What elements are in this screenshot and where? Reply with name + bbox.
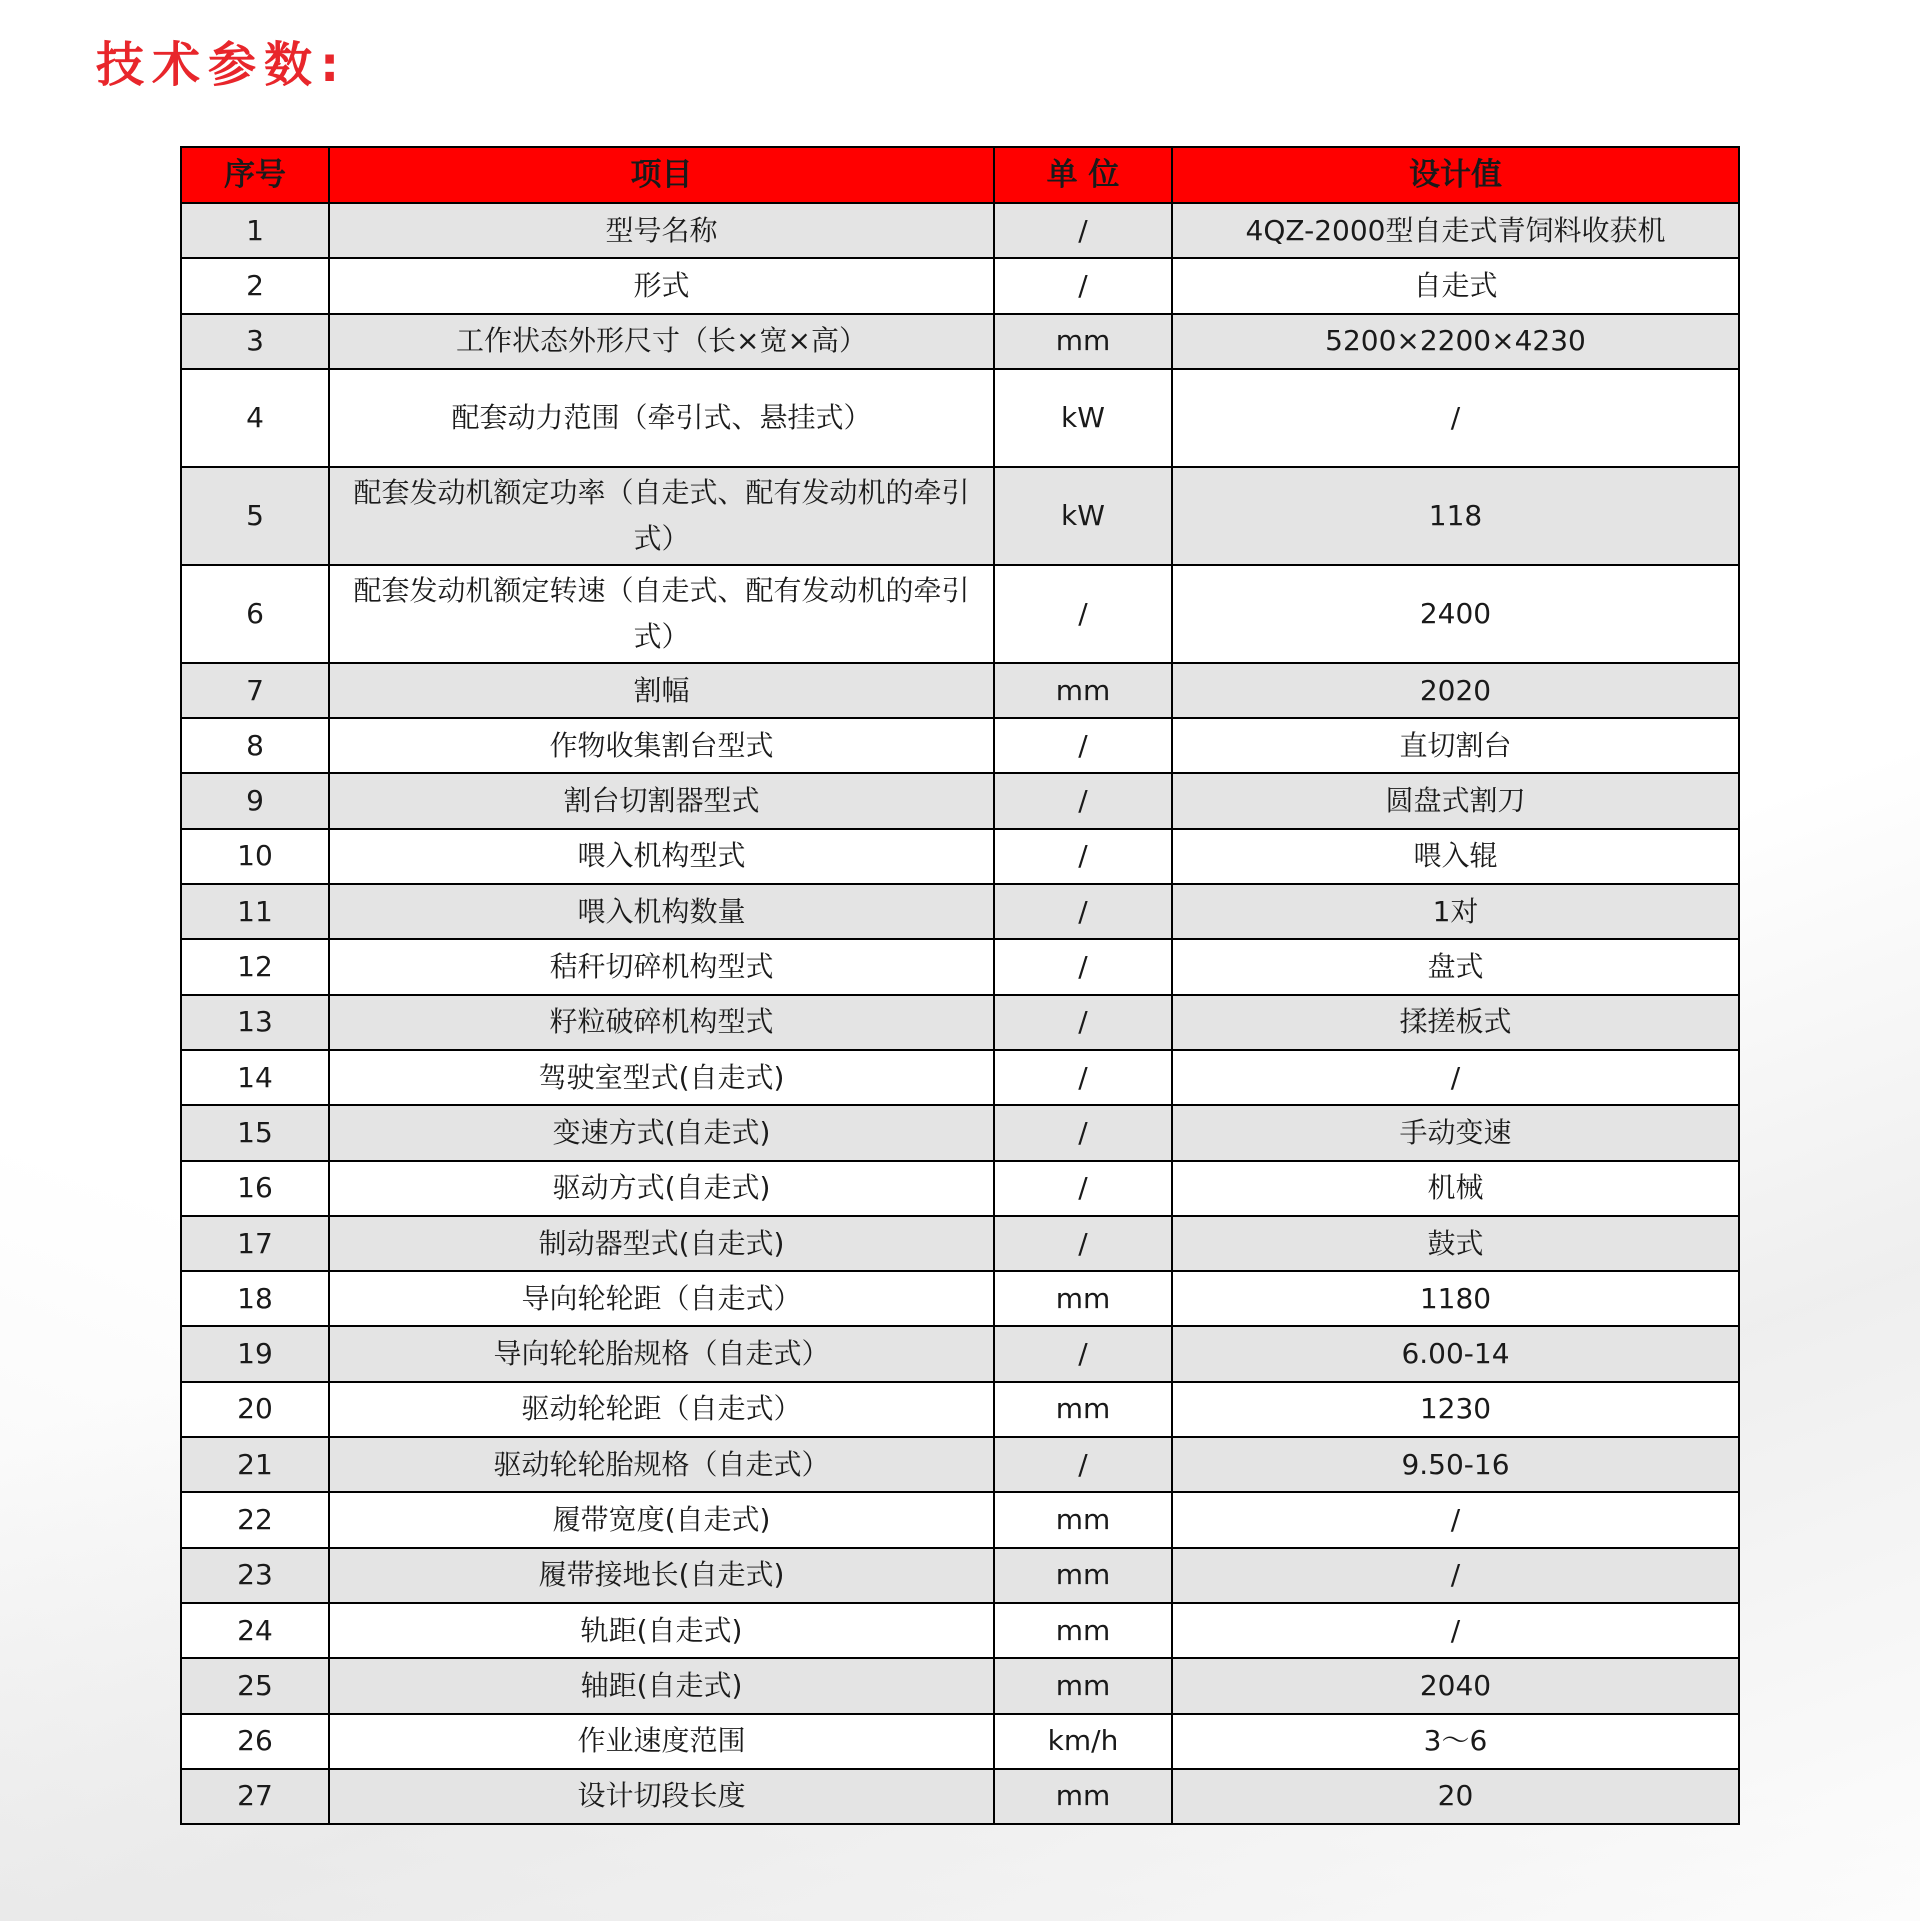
cell-unit: /	[994, 1161, 1172, 1216]
cell-unit: /	[994, 1437, 1172, 1492]
cell-unit: mm	[994, 1492, 1172, 1547]
cell-item: 驱动轮轮距（自走式）	[329, 1382, 994, 1437]
table-row	[181, 314, 1739, 369]
cell-unit: /	[994, 1105, 1172, 1160]
cell-unit: /	[994, 718, 1172, 773]
table-row	[181, 1714, 1739, 1769]
cell-number: 12	[181, 939, 329, 994]
table-row	[181, 369, 1739, 467]
table-row	[181, 1658, 1739, 1713]
cell-item: 工作状态外形尺寸（长×宽×高）	[329, 314, 994, 369]
cell-value: 1对	[1172, 884, 1739, 939]
cell-unit: /	[994, 829, 1172, 884]
cell-item: 喂入机构数量	[329, 884, 994, 939]
cell-unit: /	[994, 884, 1172, 939]
cell-item: 型号名称	[329, 203, 994, 258]
cell-value: 2400	[1172, 565, 1739, 663]
cell-item: 驱动方式(自走式)	[329, 1161, 994, 1216]
cell-value: /	[1172, 1050, 1739, 1105]
cell-unit: /	[994, 1216, 1172, 1271]
cell-number: 19	[181, 1326, 329, 1381]
table-row	[181, 663, 1739, 718]
cell-value: 118	[1172, 467, 1739, 565]
cell-unit: /	[994, 258, 1172, 313]
cell-item: 轨距(自走式)	[329, 1603, 994, 1658]
cell-number: 10	[181, 829, 329, 884]
cell-number: 9	[181, 773, 329, 828]
cell-number: 24	[181, 1603, 329, 1658]
cell-unit: kW	[994, 369, 1172, 467]
cell-unit: mm	[994, 1603, 1172, 1658]
cell-value: 机械	[1172, 1161, 1739, 1216]
table-row	[181, 1271, 1739, 1326]
cell-number: 14	[181, 1050, 329, 1105]
cell-item: 导向轮轮胎规格（自走式）	[329, 1326, 994, 1381]
header-number: 序号	[181, 147, 329, 203]
cell-number: 5	[181, 467, 329, 565]
cell-value: 喂入辊	[1172, 829, 1739, 884]
table-body	[181, 203, 1739, 1824]
cell-number: 1	[181, 203, 329, 258]
cell-item: 导向轮轮距（自走式）	[329, 1271, 994, 1326]
cell-unit: mm	[994, 1271, 1172, 1326]
page-title: 技术参数:	[96, 37, 348, 93]
cell-item: 割幅	[329, 663, 994, 718]
cell-item: 驾驶室型式(自走式)	[329, 1050, 994, 1105]
header-unit: 单 位	[994, 147, 1172, 203]
cell-value: 3～6	[1172, 1714, 1739, 1769]
cell-value: /	[1172, 1603, 1739, 1658]
cell-number: 15	[181, 1105, 329, 1160]
table-row	[181, 829, 1739, 884]
cell-value: 手动变速	[1172, 1105, 1739, 1160]
cell-value: 揉搓板式	[1172, 995, 1739, 1050]
header-item: 项目	[329, 147, 994, 203]
cell-item: 驱动轮轮胎规格（自走式）	[329, 1437, 994, 1492]
cell-value: /	[1172, 1548, 1739, 1603]
cell-item: 配套发动机额定转速（自走式、配有发动机的牵引式）	[329, 565, 994, 663]
cell-item: 配套动力范围（牵引式、悬挂式）	[329, 369, 994, 467]
cell-value: 1230	[1172, 1382, 1739, 1437]
cell-number: 18	[181, 1271, 329, 1326]
cell-number: 16	[181, 1161, 329, 1216]
cell-value: 盘式	[1172, 939, 1739, 994]
cell-item: 喂入机构型式	[329, 829, 994, 884]
table-header-row	[181, 147, 1739, 203]
cell-value: 4QZ-2000型自走式青饲料收获机	[1172, 203, 1739, 258]
cell-unit: /	[994, 995, 1172, 1050]
table-row	[181, 203, 1739, 258]
table-row	[181, 1105, 1739, 1160]
cell-value: 5200×2200×4230	[1172, 314, 1739, 369]
cell-item: 履带宽度(自走式)	[329, 1492, 994, 1547]
table-row	[181, 258, 1739, 313]
table-row	[181, 939, 1739, 994]
cell-unit: /	[994, 203, 1172, 258]
cell-value: /	[1172, 369, 1739, 467]
table-row	[181, 1050, 1739, 1105]
cell-value: 圆盘式割刀	[1172, 773, 1739, 828]
cell-item: 秸秆切碎机构型式	[329, 939, 994, 994]
cell-number: 6	[181, 565, 329, 663]
cell-number: 4	[181, 369, 329, 467]
cell-number: 25	[181, 1658, 329, 1713]
cell-value: 自走式	[1172, 258, 1739, 313]
header-value: 设计值	[1172, 147, 1739, 203]
cell-unit: /	[994, 939, 1172, 994]
cell-value: 20	[1172, 1769, 1739, 1824]
cell-item: 制动器型式(自走式)	[329, 1216, 994, 1271]
table-row	[181, 1769, 1739, 1824]
cell-item: 作业速度范围	[329, 1714, 994, 1769]
cell-value: 2020	[1172, 663, 1739, 718]
table-row	[181, 1492, 1739, 1547]
cell-item: 履带接地长(自走式)	[329, 1548, 994, 1603]
table-row	[181, 1326, 1739, 1381]
cell-unit: km/h	[994, 1714, 1172, 1769]
cell-item: 形式	[329, 258, 994, 313]
cell-item: 轴距(自走式)	[329, 1658, 994, 1713]
cell-unit: mm	[994, 314, 1172, 369]
cell-number: 11	[181, 884, 329, 939]
cell-value: 9.50-16	[1172, 1437, 1739, 1492]
cell-item: 配套发动机额定功率（自走式、配有发动机的牵引式）	[329, 467, 994, 565]
cell-unit: /	[994, 773, 1172, 828]
cell-item: 设计切段长度	[329, 1769, 994, 1824]
cell-number: 3	[181, 314, 329, 369]
cell-item: 割台切割器型式	[329, 773, 994, 828]
cell-number: 2	[181, 258, 329, 313]
cell-value: 直切割台	[1172, 718, 1739, 773]
cell-number: 23	[181, 1548, 329, 1603]
cell-number: 27	[181, 1769, 329, 1824]
table-row	[181, 1437, 1739, 1492]
cell-value: 6.00-14	[1172, 1326, 1739, 1381]
cell-number: 7	[181, 663, 329, 718]
table-row	[181, 718, 1739, 773]
table-row	[181, 884, 1739, 939]
cell-number: 20	[181, 1382, 329, 1437]
cell-unit: /	[994, 565, 1172, 663]
table-row	[181, 1548, 1739, 1603]
cell-unit: mm	[994, 1382, 1172, 1437]
table-row	[181, 1382, 1739, 1437]
cell-item: 籽粒破碎机构型式	[329, 995, 994, 1050]
cell-number: 26	[181, 1714, 329, 1769]
cell-item: 变速方式(自走式)	[329, 1105, 994, 1160]
table-row	[181, 773, 1739, 828]
cell-value: 1180	[1172, 1271, 1739, 1326]
table-row	[181, 1603, 1739, 1658]
table-row	[181, 1161, 1739, 1216]
cell-unit: /	[994, 1326, 1172, 1381]
cell-item: 作物收集割台型式	[329, 718, 994, 773]
cell-unit: /	[994, 1050, 1172, 1105]
cell-unit: mm	[994, 1548, 1172, 1603]
table-row	[181, 565, 1739, 663]
cell-unit: kW	[994, 467, 1172, 565]
cell-number: 22	[181, 1492, 329, 1547]
spec-table	[180, 146, 1740, 1825]
table-row	[181, 1216, 1739, 1271]
cell-number: 8	[181, 718, 329, 773]
cell-number: 17	[181, 1216, 329, 1271]
cell-unit: mm	[994, 1769, 1172, 1824]
cell-value: /	[1172, 1492, 1739, 1547]
cell-value: 2040	[1172, 1658, 1739, 1713]
cell-number: 13	[181, 995, 329, 1050]
cell-number: 21	[181, 1437, 329, 1492]
table-row	[181, 995, 1739, 1050]
cell-value: 鼓式	[1172, 1216, 1739, 1271]
cell-unit: mm	[994, 663, 1172, 718]
table-row	[181, 467, 1739, 565]
cell-unit: mm	[994, 1658, 1172, 1713]
